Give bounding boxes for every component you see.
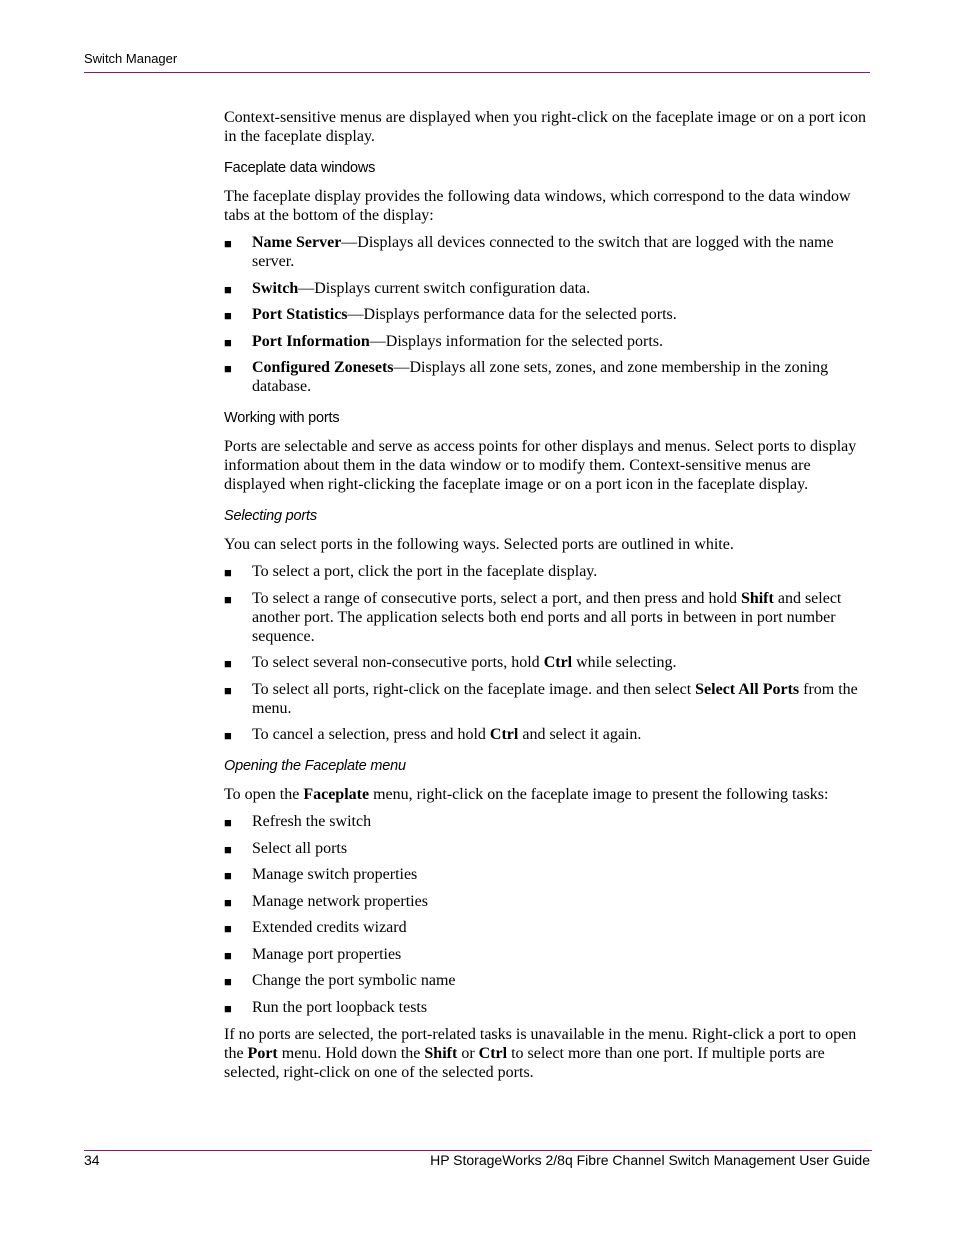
faceplate-data-windows-paragraph: The faceplate display provides the following data windows, which correspond to the data window tabs at the bottom of the display: [224, 188, 851, 224]
description: —Displays performance data for the selected ports. [347, 306, 677, 323]
key-name: Ctrl [543, 654, 573, 671]
item-text: while selecting. [572, 654, 677, 671]
bullet-icon: ■ [224, 815, 232, 830]
page-number: 34 [84, 1152, 100, 1168]
item-text: and select another port. The application selects both end ports and all ports in between in port number sequence. [252, 589, 842, 645]
selecting-ports-list [224, 562, 872, 744]
task-text: Manage port properties [252, 945, 402, 963]
bullet-icon: ■ [224, 947, 232, 963]
bullet-icon: ■ [224, 565, 232, 580]
document-title: HP StorageWorks 2/8q Fibre Channel Switch Management User Guide [430, 1152, 870, 1168]
list-item [224, 233, 872, 271]
para-text: menu, right-click on the faceplate image to present the following tasks: [369, 786, 829, 803]
faceplate-data-windows-heading: Faceplate data windows [224, 160, 376, 176]
bullet-icon: ■ [224, 281, 232, 297]
selecting-ports-heading: Selecting ports [224, 508, 317, 524]
item-text: To select a range of consecutive ports, select a port, and then press and hold [252, 589, 741, 607]
list-item [224, 865, 872, 884]
item-text: from the menu. [252, 680, 858, 717]
list-item [224, 725, 872, 744]
running-header: Switch Manager [84, 51, 178, 66]
list-item [224, 332, 872, 351]
para-text: menu. Hold down the [277, 1044, 425, 1062]
page-body [224, 108, 872, 1090]
para-text: To open the [224, 786, 304, 803]
menu-name: Port [247, 1044, 278, 1062]
menu-command: Select All Ports [695, 680, 800, 698]
description: —Displays information for the selected ports. [369, 332, 664, 350]
task-text: Manage network properties [252, 892, 428, 910]
bullet-icon: ■ [224, 308, 232, 323]
list-item [224, 562, 872, 581]
opening-faceplate-menu-heading: Opening the Faceplate menu [224, 758, 406, 774]
description: —Displays current switch configuration data. [298, 279, 591, 297]
list-item [224, 971, 872, 990]
working-with-ports-paragraph: Ports are selectable and serve as access points for other displays and menus. Select ports to display information about them in the data window or to modify them. Context-sensitive menus are displayed when right-clicking the faceplate image or on a port icon in the faceplate display. [224, 438, 857, 493]
para-text: If no ports are selected, the port-related tasks is unavailable in the menu. Right-click a port to open the [224, 1025, 857, 1062]
bullet-icon: ■ [224, 728, 232, 743]
bullet-icon: ■ [224, 682, 232, 698]
list-item [224, 918, 872, 937]
task-text: Refresh the switch [252, 813, 372, 830]
list-item [224, 945, 872, 964]
list-item [224, 589, 872, 646]
item-text: To select a port, click the port in the faceplate display. [252, 563, 598, 580]
task-text: Change the port symbolic name [252, 972, 456, 989]
list-item [224, 812, 872, 831]
key-name: Shift [424, 1044, 458, 1062]
list-item [224, 358, 872, 396]
faceplate-menu-paragraph [224, 785, 872, 804]
para-text: or [457, 1044, 479, 1062]
term: Name Server [252, 234, 342, 251]
bullet-icon: ■ [224, 236, 232, 251]
list-item [224, 839, 872, 858]
bullet-icon: ■ [224, 1000, 232, 1016]
bullet-icon: ■ [224, 841, 232, 857]
term: Port Information [252, 332, 370, 350]
task-text: Manage switch properties [252, 866, 418, 883]
task-text: Run the port loopback tests [252, 998, 428, 1016]
item-text: and select it again. [518, 726, 642, 743]
closing-paragraph [224, 1025, 872, 1082]
term: Port Statistics [252, 306, 348, 323]
para-text: to select more than one port. If multiple ports are selected, right-click on one of the selected ports. [224, 1044, 825, 1081]
bullet-icon: ■ [224, 656, 232, 671]
list-item [224, 892, 872, 911]
key-name: Ctrl [489, 726, 519, 743]
list-item [224, 680, 872, 718]
list-item [224, 279, 872, 298]
intro-paragraph: Context-sensitive menus are displayed when you right-click on the faceplate image or on a port icon in the faceplate display. [224, 109, 867, 145]
faceplate-tasks-list [224, 812, 872, 1017]
task-text: Select all ports [252, 839, 348, 857]
description: —Displays all zone sets, zones, and zone membership in the zoning database. [252, 359, 829, 395]
list-item [224, 305, 872, 324]
list-item [224, 998, 872, 1017]
bullet-icon: ■ [224, 591, 232, 607]
task-text: Extended credits wizard [252, 919, 407, 936]
bullet-icon: ■ [224, 334, 232, 350]
description: —Displays all devices connected to the switch that are logged with the name server. [252, 234, 834, 270]
bullet-icon: ■ [224, 361, 232, 376]
item-text: To cancel a selection, press and hold [252, 726, 490, 743]
list-item [224, 653, 872, 672]
bullet-icon: ■ [224, 868, 232, 883]
data-windows-list [224, 233, 872, 396]
term: Configured Zonesets [252, 359, 394, 376]
term: Switch [252, 279, 299, 297]
item-text: To select all ports, right-click on the faceplate image. and then select [252, 680, 696, 698]
bullet-icon: ■ [224, 894, 232, 910]
header-rule [84, 72, 870, 73]
key-name: Shift [740, 589, 774, 607]
bullet-icon: ■ [224, 921, 232, 936]
footer-rule [84, 1150, 872, 1151]
item-text: To select several non-consecutive ports, hold [252, 654, 544, 671]
menu-name: Faceplate [303, 786, 370, 803]
working-with-ports-heading: Working with ports [224, 410, 340, 426]
bullet-icon: ■ [224, 974, 232, 989]
selecting-ports-paragraph: You can select ports in the following ways. Selected ports are outlined in white. [224, 536, 734, 553]
key-name: Ctrl [478, 1044, 508, 1062]
